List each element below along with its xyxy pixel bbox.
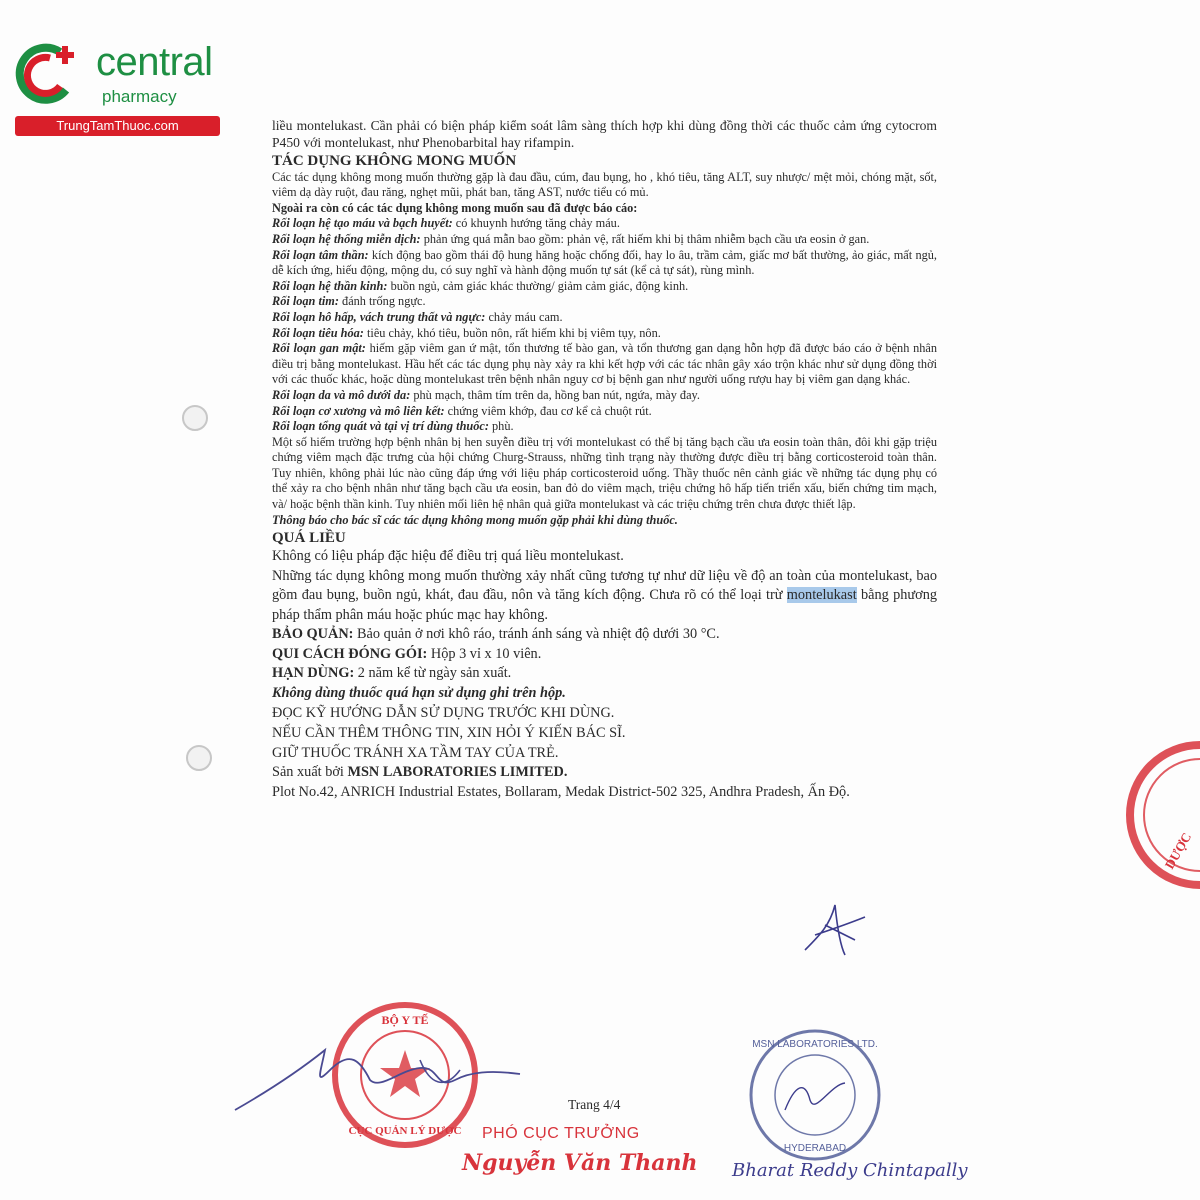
list-item: Rối loạn tâm thần: kích động bao gồm thái độ hung hăng hoặc chống đối, hay lo âu, trầm cảm, giấc mơ bất thường, ảo giác, mất ngủ, dễ kích ứng, hiếu động, mộng du, có suy nghĩ và hành động muốn tự sát (kể cả tự sát), rùng mình. [272, 247, 937, 278]
adverse-heading: TÁC DỤNG KHÔNG MONG MUỐN [272, 152, 517, 169]
official-name: Nguyễn Văn Thanh [462, 1150, 698, 1176]
intro-text: liều montelukast. Cần phải có biện pháp kiểm soát lâm sàng thích hợp khi dùng đồng thời các thuốc cảm ứng cytocrom P450 với montelukast, như Phenobarbital hay rifampin. [272, 118, 937, 150]
stamp-company-city: HYDERABAD [783, 1143, 847, 1154]
signature-mark-icon [795, 895, 875, 965]
stamp-ministry-top: BỘ Y TẾ [381, 1013, 429, 1027]
list-item: Rối loạn da và mô dưới da: phù mạch, thâm tím trên da, hồng ban nút, ngứa, mày đay. [272, 387, 700, 402]
highlighted-term[interactable]: montelukast [786, 587, 857, 604]
list-item: Rối loạn gan mật: hiếm gặp viêm gan ứ mật, tổn thương tế bào gan, và tổn thương gan dạng hỗn hợp đã được báo cáo ở bệnh nhân điều trị bằng montelukast. Hầu hết các tác dụng phụ này xảy ra khi kết hợp với các tác nhân gây xáo trộn khác như sử dụng đồng thời với các thuốc khác, hoặc dùng montelukast trên bệnh nhân nguy cơ bị bệnh gan như người uống rượu hay bị viêm gan dạng khác. [272, 341, 937, 387]
overdose-heading: QUÁ LIỀU [272, 530, 346, 547]
list-item: Rối loạn hệ thần kinh: buồn ngủ, cảm giác khác thường/ giảm cảm giác, động kinh. [272, 278, 689, 293]
adverse-common: Các tác dụng không mong muốn thường gặp là đau đầu, cúm, đau bụng, ho , khó tiêu, tăng ALT, suy nhược/ mệt mỏi, chóng mặt, sốt, viêm dạ dày ruột, đau răng, nghẹt mũi, phát ban, tăng AST, nước tiểu có mủ. [272, 169, 937, 200]
pack-line: QUI CÁCH ĐÓNG GÓI: Hộp 3 vỉ x 10 viên. [272, 645, 542, 662]
storage-line: BẢO QUẢN: Bảo quản ở nơi khô ráo, tránh ánh sáng và nhiệt độ dưới 30 °C. [272, 626, 720, 643]
pharmacy-logo-icon [10, 38, 88, 116]
caps-keep-away: GIỮ THUỐC TRÁNH XA TẦM TAY CỦA TRẺ. [272, 745, 559, 762]
brand-url[interactable]: TrungTamThuoc.com [15, 116, 220, 136]
list-item: Rối loạn tim: đánh trống ngực. [272, 294, 426, 309]
overdose-text-1: Không có liệu pháp đặc hiệu để điều trị quá liều montelukast. [272, 548, 624, 565]
list-item: Rối loạn tổng quát và tại vị trí dùng thuốc: phù. [272, 419, 514, 434]
stamp-right-text: DƯỢC [1161, 830, 1195, 872]
binder-hole-icon [182, 405, 208, 431]
official-title: PHÓ CỤC TRƯỞNG [482, 1125, 640, 1142]
churg-strauss-text: Một số hiếm trường hợp bệnh nhân bị hen suyễn điều trị với montelukast có thể bị tăng bạch cầu ưa eosin toàn thân, đôi khi gặp triệu chứng viêm mạch đặc trưng của hội chứng Churg-Strauss, những tình trạng này thường được điều trị bằng corticosteroid toàn thân. Tuy nhiên, không phải lúc nào cũng đáp ứng với liệu pháp corticosteroid uống. Thầy thuốc nên cảnh giác về những tác dụng phụ có thể xảy ra cho bệnh nhân như tăng bạch cầu ưa eosin, ban đỏ do viêm mạch, triệu chứng hô hấp tiến triển xấu, biến chứng tim mạch, và/ hoặc bệnh thần kinh. Tuy nhiên mối liên hệ nhân quả giữa montelukast và các triệu chứng trên chưa được thiết lập. [272, 434, 937, 512]
brand-sub: pharmacy [102, 87, 177, 106]
binder-hole-icon [186, 745, 212, 771]
page-number: Trang 4/4 [568, 1097, 621, 1112]
company-stamp [745, 1025, 885, 1165]
list-item: Rối loạn hô hấp, vách trung thất và ngực: chảy máu cam. [272, 309, 563, 324]
brand-name: central [96, 40, 213, 84]
stamp-company-name: MSN LABORATORIES LTD. [752, 1039, 878, 1050]
caps-read-guide: ĐỌC KỸ HƯỚNG DẪN SỬ DỤNG TRƯỚC KHI DÙNG. [272, 705, 615, 722]
list-item: Rối loạn cơ xương và mô liên kết: chứng viêm khớp, đau cơ kể cả chuột rút. [272, 403, 652, 418]
reported-heading: Ngoài ra còn có các tác dụng không mong muốn sau đã được báo cáo: [272, 200, 638, 215]
official-signature-icon [230, 1030, 540, 1120]
central-pharmacy-logo[interactable] [10, 38, 215, 138]
overdose-text-2: Những tác dụng không mong muốn thường xảy nhất cũng tương tự như dữ liệu về độ an toàn của montelukast, bao gồm đau bụng, buồn ngủ, khát, đau đầu, nôn và tăng kích động. Chưa rõ có thể loại trừ montelukast bằng phương pháp thẩm phân máu hoặc phúc mạc hay không. [272, 567, 937, 623]
maker-address: Plot No.42, ANRICH Industrial Estates, Bollaram, Medak District-502 325, Andhra Pradesh, Ấn Độ. [272, 783, 850, 800]
notify-text: Thông báo cho bác sĩ các tác dụng không mong muốn gặp phải khi dùng thuốc. [272, 512, 678, 527]
list-item: Rối loạn hệ tạo máu và bạch huyết: có khuynh hướng tăng chảy máu. [272, 216, 620, 231]
caps-ask-doctor: NẾU CẦN THÊM THÔNG TIN, XIN HỎI Ý KIẾN BÁC SĨ. [272, 725, 626, 742]
document-body [272, 118, 937, 802]
partial-red-stamp [1100, 740, 1200, 890]
list-item: Rối loạn hệ thống miễn dịch: phản ứng quá mẫn bao gồm: phản vệ, rất hiếm khi bị thâm nhiễm bạch cầu ưa eosin ở gan. [272, 231, 870, 246]
list-item: Rối loạn tiêu hóa: tiêu chảy, khó tiêu, buồn nôn, rất hiếm khi bị viêm tụy, nôn. [272, 325, 661, 340]
stamp-ministry-bottom: CỤC QUẢN LÝ DƯỢC [348, 1125, 462, 1137]
expiry-line: HẠN DÙNG: 2 năm kể từ ngày sản xuất. [272, 665, 512, 682]
company-signer: Bharat Reddy Chintapally [732, 1160, 968, 1181]
no-expired-note: Không dùng thuốc quá hạn sử dụng ghi trên hộp. [272, 684, 566, 701]
adverse-list [272, 216, 937, 434]
maker-line: Sản xuất bởi MSN LABORATORIES LIMITED. [272, 764, 568, 781]
